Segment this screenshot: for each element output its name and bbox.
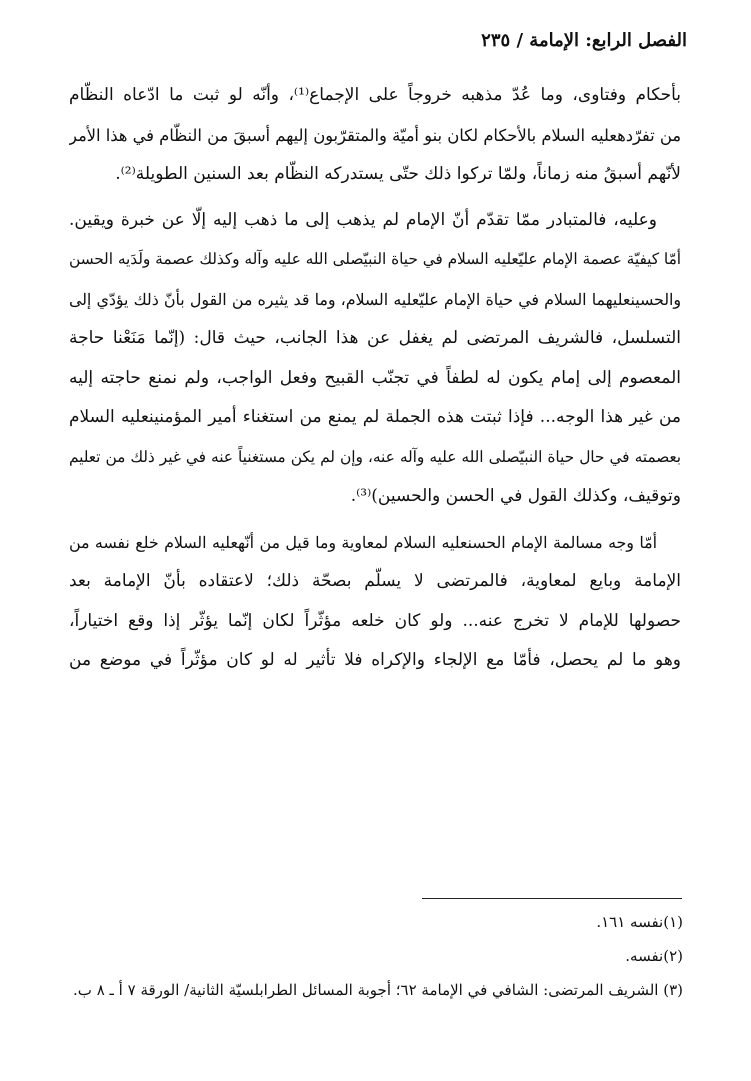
footnote-2: (٢)نفسه. [625,947,683,965]
text-line: المعصوم إلى إمام يكون له لطفاً في تجنّب القبيح وفعل الواجب، ولم نمنع حاجته إليه [69,367,681,388]
paragraph-3 [69,523,681,681]
paragraph-2 [69,201,681,517]
text-line: بعصمته في حال حياة النبيّصلى الله عليه وآله عنه، وإن لم يكن مستغنياً عنه في غير ذلك من تعليم [69,447,681,466]
text-line: بأحكام وفتاوى، وما عُدّ مذهبه خروجاً على الإجماع⁽¹⁾، وأنّه لو ثبت ما ادّعاه النظّام [69,85,681,105]
footnotes [63,912,683,1014]
footnote-separator [422,898,682,899]
paragraph-1 [69,76,681,195]
text-line: من تفرّدهعليه السلام بالأحكام لكان بنو أميّة والمتقرّبون إليهم أسبقَ من النظّام في هذا الأمر [69,125,681,145]
text-line: وعليه، فالمتبادر ممّا تقدّم أنّ الإمام لم يذهب إلى ما ذهب إليه إلّا عن خبرة ويقين. [69,209,657,230]
text-line: حصولها للإمام لا تخرج عنه... ولو كان خلعه مؤثّراً لكان إنّما يؤثّر إذا وقع اختياراً، [69,610,681,631]
text-line: التسلسل، فالشريف المرتضى لم يغفل عن هذا الجانب، حيث قال: (إنّما مَنَعْنا حاجة [69,328,681,348]
text-line: أمّا كيفيّة عصمة الإمام عليّعليه السلام في حياة النبيّصلى الله عليه وآله وكذلك عصمة ولَدَيه الحسن [69,250,681,268]
text-line: أمّا وجه مسالمة الإمام الحسنعليه السلام لمعاوية وما قيل من أنّهعليه السلام خلع نفسه من [69,532,657,552]
running-header: الفصل الرابع: الإمامة / ٢٣٥ [481,30,687,51]
text-line: وهو ما لم يحصل، فأمّا مع الإلجاء والإكراه فلا تأثير له لو كان مؤثّراً في موضع من [69,650,681,670]
footnote-3: (٣) الشريف المرتضى: الشافي في الإمامة ٦٢؛ أجوبة المسائل الطرابلسيّة الثانية/ الورقة ٧ أ ـ ٨ ب. [73,981,683,999]
text-line: الإمامة وبايع لمعاوية، فالمرتضى لا يسلّم بصحّة ذلك؛ لاعتقاده بأنّ الإمامة بعد [69,571,681,591]
text-line: من غير هذا الوجه... فإذا ثبتت هذه الجملة لم يمنع من استغناء أمير المؤمنينعليه السلام [69,407,681,427]
text-line: والحسينعليهما السلام في حياة الإمام عليّعليه السلام، وما قد يثيره من القول بأنّ ذلك يؤدّي إلى [69,289,681,309]
body-text [69,76,681,687]
text-line: لأنّهم أسبقُ منه زماناً، ولمّا تركوا ذلك حتّى يستدركه النظّام بعد السنين الطويلة⁽²⁾. [115,164,681,184]
footnote-1: (١)نفسه ١٦١. [596,913,683,931]
text-line: وتوقيف، وكذلك القول في الحسن والحسين)⁽³⁾. [350,486,681,506]
